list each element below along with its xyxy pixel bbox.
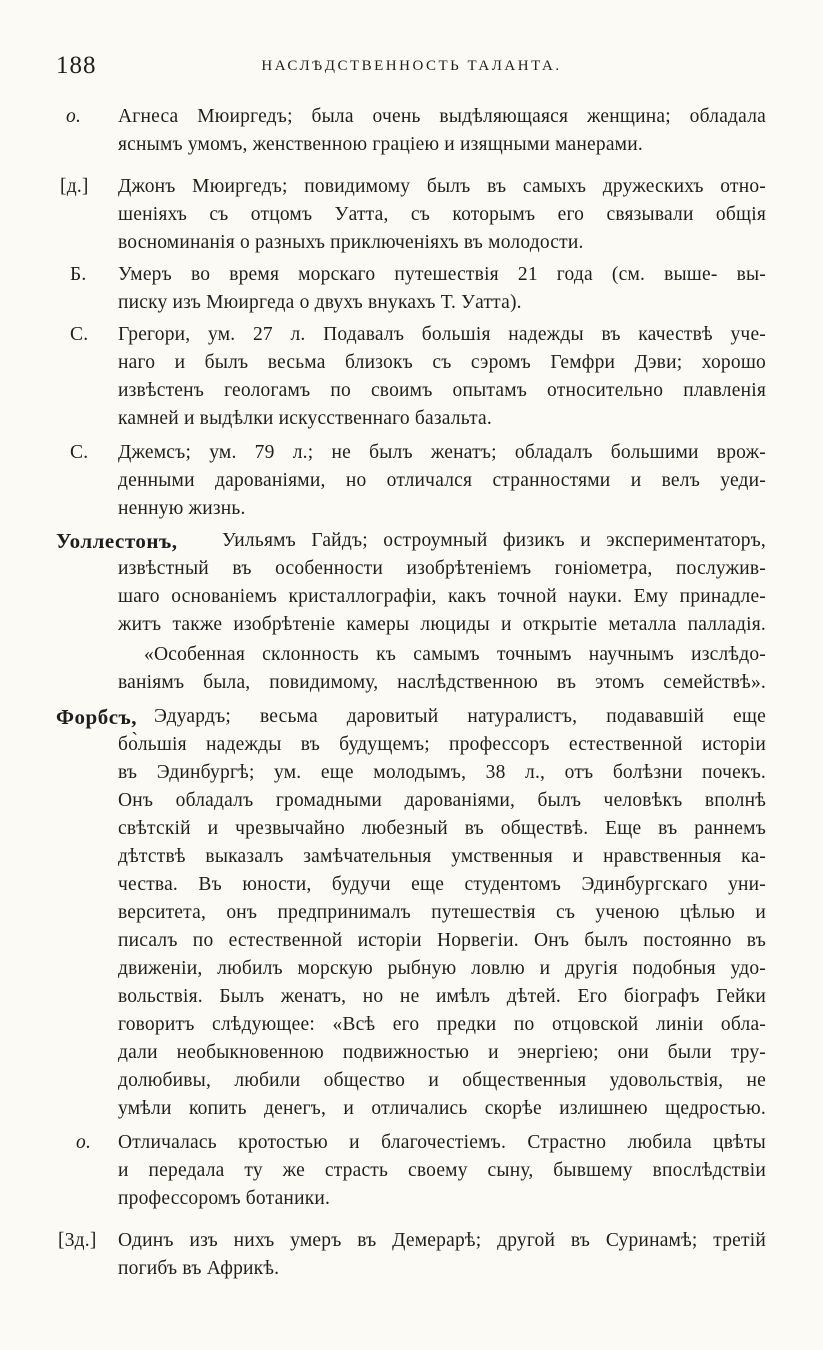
text-line: свѣтскій и чрезвычайно любезный въ обществѣ. Еще въ раннемъ — [118, 818, 766, 839]
text-line: погибъ въ Африкѣ. — [118, 1258, 280, 1279]
text-line: восноминанія о разныхъ приключеніяхъ въ молодости. — [118, 232, 584, 253]
text-line: ненную жизнь. — [118, 498, 246, 519]
text-line: Грегори, ум. 27 л. Подавалъ большія надежды въ качествѣ уче- — [118, 324, 766, 345]
text-line: вольствія. Былъ женатъ, но не имѣлъ дѣтей. Его біографъ Гейки — [118, 986, 766, 1007]
quote-line: долюбивы, любили общество и общественныя удовольствія, не — [118, 1070, 766, 1091]
quote-line: ваніямъ была, повидимому, наслѣдственною въ этомъ семействѣ». — [118, 672, 766, 693]
text-line: движеніи, любилъ морскую рыбную ловлю и другія подобныя удо- — [118, 958, 766, 979]
text-line: и передала ту же страсть своему сыну, бывшему впослѣдствіи — [118, 1160, 766, 1181]
text-line: профессоромъ ботаники. — [118, 1188, 331, 1209]
entry-mark: Б. — [70, 264, 87, 285]
quote-line: умѣли копить денегъ, и отличались скорѣе излишнею щедростью. — [118, 1098, 766, 1119]
text-line: Джемсъ; ум. 79 л.; не былъ женатъ; обладалъ большими врож- — [118, 442, 766, 463]
entry-mark: [3д.] — [58, 1230, 97, 1251]
quote-line: дали необыкновенною подвижностью и энергіею; они были тру- — [118, 1042, 766, 1063]
text-line: чества. Въ юности, будучи еще студентомъ Эдинбургскаго уни- — [118, 874, 766, 895]
quote-line: говоритъ слѣдующее: «Всѣ его предки по отцовской линіи обла- — [118, 1014, 766, 1035]
running-title: НАСЛѢДСТВЕННОСТЬ ТАЛАНТА. — [261, 58, 562, 74]
text-line: шеніяхъ съ отцомъ Уатта, съ которымъ его связывали общія — [118, 204, 766, 225]
text-line: Эдуардъ; весьма даровитый натуралистъ, подававшій еще — [154, 706, 766, 727]
text-line: житъ также изобрѣтеніе камеры люциды и открытіе металла палладія. — [118, 614, 766, 635]
text-line: Отличалась кротостью и благочестіемъ. Страстно любила цвѣты — [118, 1132, 766, 1153]
entry-mark: [д.] — [60, 176, 89, 197]
text-line: денными дарованіями, но отличался странностями и велъ уеди- — [118, 470, 766, 491]
text-line: Джонъ Мюиргедъ; повидимому былъ въ самыхъ дружескихъ отно- — [118, 176, 766, 197]
entry-mark: С. — [70, 442, 89, 463]
text-line: камней и выдѣлки искусственнаго базальта. — [118, 408, 492, 429]
text-line: дѣтствѣ выказалъ замѣчательныя умственныя и нравственныя ка- — [118, 846, 766, 867]
quote-line: «Особенная склонность къ самымъ точнымъ научнымъ изслѣдо- — [144, 644, 766, 665]
entry-mark: о. — [66, 106, 82, 127]
text-line: яснымъ умомъ, женственною граціею и изящными манерами. — [118, 134, 643, 155]
text-line: въ Эдинбургѣ; ум. еще молодымъ, 38 л., отъ болѣзни почекъ. — [118, 762, 766, 783]
text-line: верситета, онъ предпринималъ путешествія съ ученою цѣлью и — [118, 902, 766, 923]
entry-name-forbes: Форбсъ, — [56, 705, 138, 729]
text-line: бо̀льшія надежды въ будущемъ; профессоръ естественной исторіи — [118, 734, 766, 755]
text-line: писку изъ Мюиргеда о двухъ внукахъ Т. Уатта). — [118, 292, 522, 313]
text-line: писалъ по естественной исторіи Норвегіи. Онъ былъ постоянно въ — [118, 930, 766, 951]
text-line: извѣстенъ геологамъ по своимъ опытамъ относительно плавленія — [118, 380, 766, 401]
text-line: извѣстный въ особенности изобрѣтеніемъ гоніометра, послужив- — [118, 558, 766, 579]
entry-mark: С. — [70, 324, 89, 345]
text-line: Одинъ изъ нихъ умеръ въ Демерарѣ; другой въ Суринамѣ; третій — [118, 1230, 766, 1251]
text-line: Онъ обладалъ громадными дарованіями, былъ человѣкъ вполнѣ — [118, 790, 766, 811]
entry-name-wollaston: Уоллестонъ, — [56, 529, 178, 553]
text-line: шаго основаніемъ кристаллографіи, какъ точной науки. Ему принадле- — [118, 586, 766, 607]
page-number: 188 — [56, 52, 97, 79]
entry-mark: о. — [76, 1132, 92, 1153]
text-line: Уильямъ Гайдъ; остроумный физикъ и экспериментаторъ, — [222, 530, 766, 551]
page-header — [56, 52, 767, 84]
text-line: Умеръ во время морскаго путешествія 21 года (см. выше- вы- — [118, 264, 766, 285]
text-line: Агнеса Мюиргедъ; была очень выдѣляющаяся женщина; обладала — [118, 106, 766, 127]
text-line: наго и былъ весьма близокъ съ сэромъ Гемфри Дэви; хорошо — [118, 352, 766, 373]
